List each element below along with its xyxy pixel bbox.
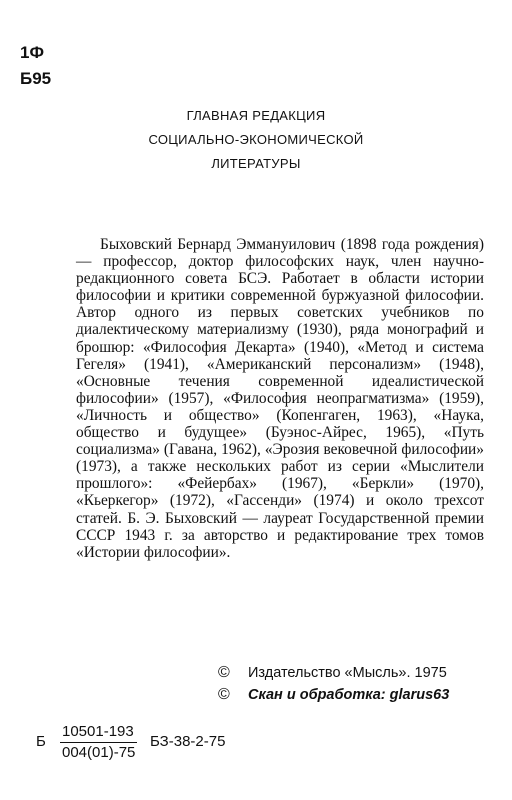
publisher-line-3: ЛИТЕРАТУРЫ — [211, 156, 301, 171]
classification-codes — [20, 40, 51, 92]
copyright-block — [218, 662, 449, 706]
copyright-icon: © — [218, 664, 230, 681]
catalog-denominator: 004(01)-75 — [62, 744, 136, 761]
catalog-letter: Б — [36, 733, 46, 750]
copyright-publisher-row — [218, 662, 449, 684]
copyright-icon: © — [218, 686, 230, 703]
author-mark: Б95 — [20, 69, 52, 88]
copyright-publisher: Издательство «Мысль». 1975 — [248, 665, 447, 681]
publisher-heading — [0, 104, 512, 176]
author-biography — [76, 236, 484, 561]
biography-paragraph: Быховский Бернард Эммануилович (1898 года рождения) — профессор, доктор философских наук, член научно-редакционного совета БСЭ. Работает в области истории философии и критики современной буржуазной философии. Автор одного из первых советских учебников по диалектическому материализму (1930), ряда монографий и брошюр: «Философия Декарта» (1940), «Метод и система Гегеля» (1941), «Американский персонализм» (1948), «Основные течения современной идеалистической философии» (1957), «Философия неопрагматизма» (1959), «Личность и общество» (Копенгаген, 1963), «Наука, общество и будущее» (Буэнос-Айрес, 1965), «Путь социализма» (Гавана, 1962), «Эрозия вековечной философии» (1973), а также нескольких работ из серии «Мыслители прошлого»: «Фейербах» (1967), «Беркли» (1970), «Кьеркегор» (1972), «Гассенди» (1974) и около трехсот статей. Б. Э. Быховский — лауреат Государственной премии СССР 1943 г. за авторство и редактирование трех томов «Истории философии». — [76, 236, 484, 561]
publisher-line-1: ГЛАВНАЯ РЕДАКЦИЯ — [186, 108, 326, 123]
udc-code: 1Ф — [20, 43, 44, 62]
publisher-line-2: СОЦИАЛЬНО-ЭКОНОМИЧЕСКОЙ — [148, 132, 364, 147]
catalog-code: БЗ-38-2-75 — [150, 733, 226, 750]
catalog-fraction — [60, 722, 137, 763]
copyright-scan-row — [218, 684, 449, 706]
scan-credit: Скан и обработка: glarus63 — [248, 687, 450, 703]
catalog-numerator: 10501-193 — [62, 723, 134, 740]
